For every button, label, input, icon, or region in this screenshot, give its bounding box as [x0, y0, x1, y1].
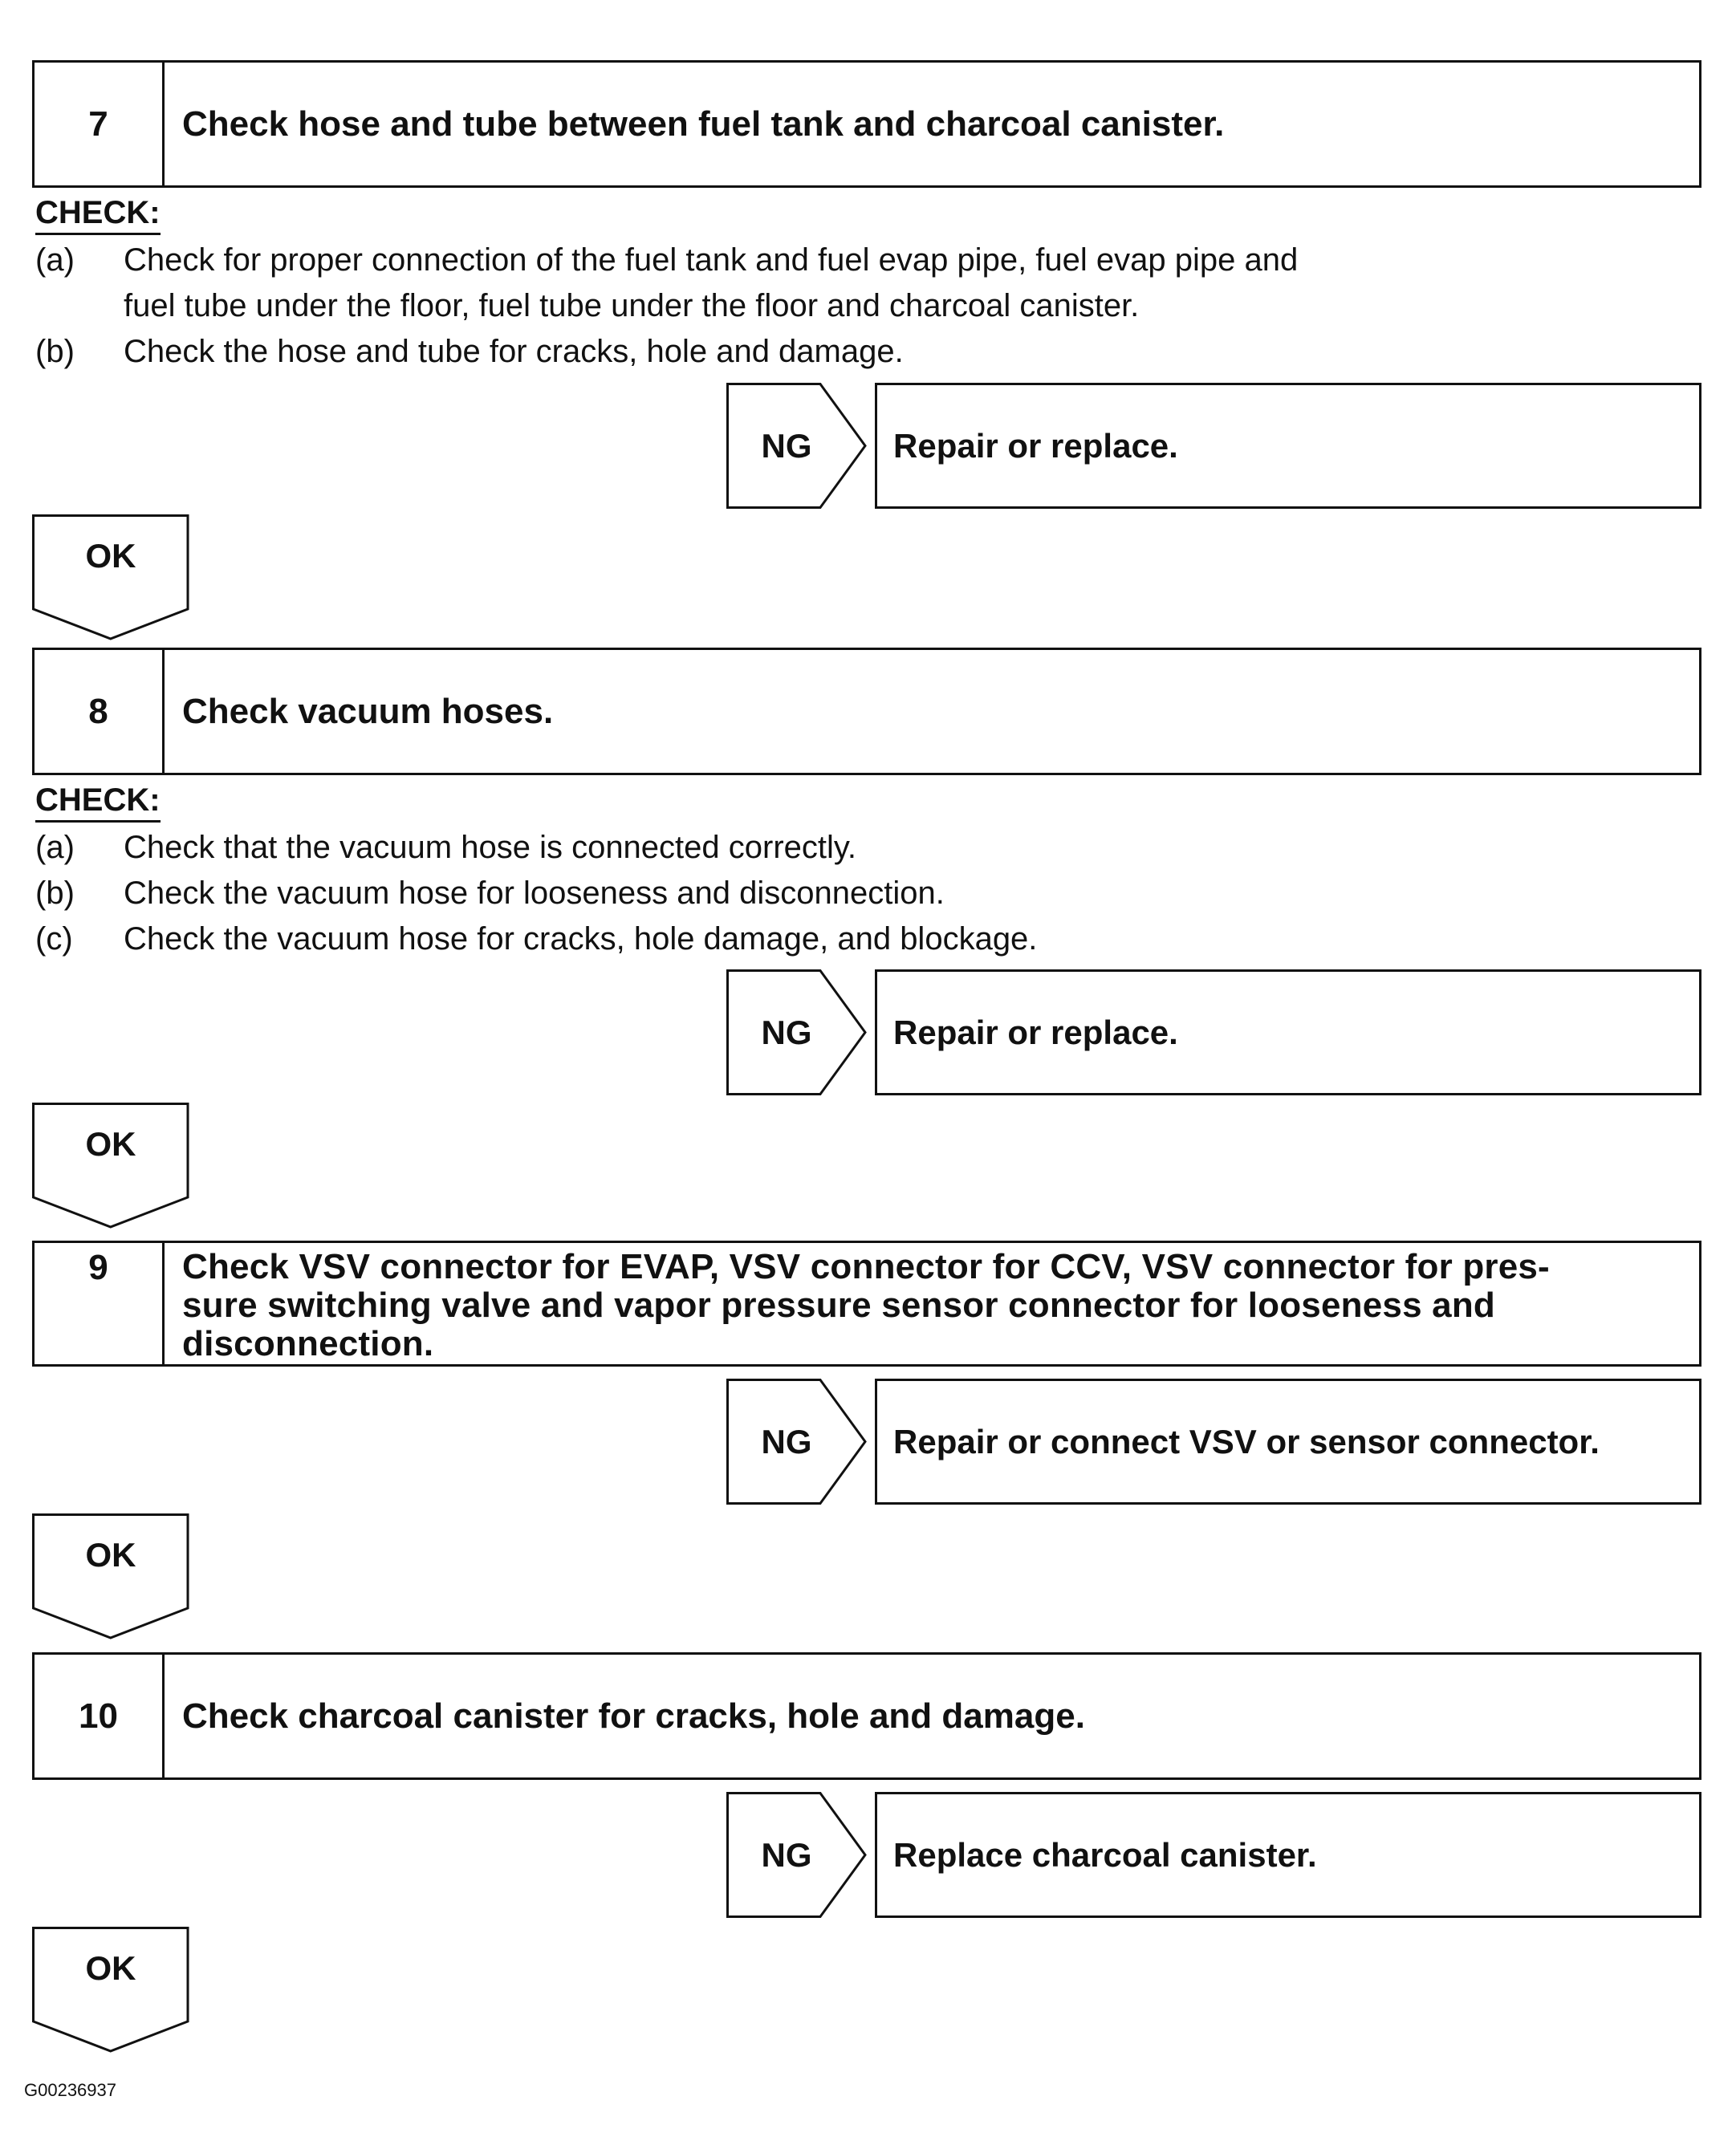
step-9-box: [32, 1241, 1701, 1367]
ng-result: Repair or connect VSV or sensor connector.: [875, 1379, 1701, 1505]
check-item: [35, 871, 1480, 916]
ok-branch: [32, 514, 193, 643]
step-number: 7: [35, 63, 165, 185]
check-item-label: (a): [35, 830, 75, 865]
check-item: [35, 329, 1480, 375]
check-item-text: Check the vacuum hose for looseness and disconnection.: [124, 875, 945, 911]
check-label: CHECK:: [35, 195, 161, 235]
check-item: [35, 916, 1480, 962]
ng-branch: [726, 1792, 1701, 1918]
ok-label: OK: [85, 1536, 136, 1574]
figure-id: G00236937: [24, 2080, 116, 2100]
check-label: CHECK:: [35, 782, 161, 823]
ok-branch: [32, 1927, 193, 2055]
step-title-line: disconnection.: [182, 1324, 434, 1363]
ng-label: NG: [761, 426, 812, 465]
ng-branch: [726, 383, 1701, 509]
ng-label: NG: [761, 1835, 812, 1874]
check-item-text: Check for proper connection of the fuel tank and fuel evap pipe, fuel evap pipe and: [124, 242, 1299, 278]
check-item-label: (b): [35, 334, 75, 369]
step-title-line: Check VSV connector for EVAP, VSV connector for CCV, VSV connector for pres-: [182, 1247, 1550, 1286]
check-item-text: Check the vacuum hose for cracks, hole damage, and blockage.: [124, 921, 1038, 957]
step-title-line: sure switching valve and vapor pressure sensor connector for looseness and: [182, 1286, 1495, 1325]
check-item-text: fuel tube under the floor, fuel tube under the floor and charcoal canister.: [124, 288, 1140, 323]
ok-label: OK: [85, 1125, 136, 1163]
ok-arrow-shape: [32, 1103, 193, 1231]
ng-label: NG: [761, 1422, 812, 1460]
check-item-label: (b): [35, 875, 75, 911]
check-item-text: Check the hose and tube for cracks, hole and damage.: [124, 334, 904, 369]
ok-branch: [32, 1513, 193, 1642]
step-number: 9: [35, 1243, 165, 1364]
check-item-label: (a): [35, 242, 75, 278]
ok-arrow-shape: [32, 1513, 193, 1642]
ok-branch: [32, 1103, 193, 1231]
step-title: Check charcoal canister for cracks, hole and damage.: [182, 1696, 1085, 1736]
step-7-box: [32, 60, 1701, 188]
ok-label: OK: [85, 1949, 136, 1987]
check-item-text: Check that the vacuum hose is connected correctly.: [124, 830, 857, 865]
ng-result: Repair or replace.: [875, 969, 1701, 1095]
step-number: 8: [35, 650, 165, 773]
step-title: Check hose and tube between fuel tank and charcoal canister.: [182, 104, 1225, 144]
check-item: [35, 238, 1480, 329]
ng-result: Repair or replace.: [875, 383, 1701, 509]
step-number: 10: [35, 1655, 165, 1777]
step-8-box: [32, 648, 1701, 775]
step-title: Check vacuum hoses.: [182, 691, 554, 731]
ng-branch: [726, 1379, 1701, 1505]
check-item: [35, 825, 1480, 871]
step-title: [182, 1243, 1680, 1364]
ok-arrow-shape: [32, 1927, 193, 2055]
step-10-box: [32, 1652, 1701, 1780]
ok-arrow-shape: [32, 514, 193, 643]
check-item-label: (c): [35, 921, 73, 957]
ng-result: Replace charcoal canister.: [875, 1792, 1701, 1918]
ng-branch: [726, 969, 1701, 1095]
ng-label: NG: [761, 1013, 812, 1051]
ok-label: OK: [85, 537, 136, 575]
